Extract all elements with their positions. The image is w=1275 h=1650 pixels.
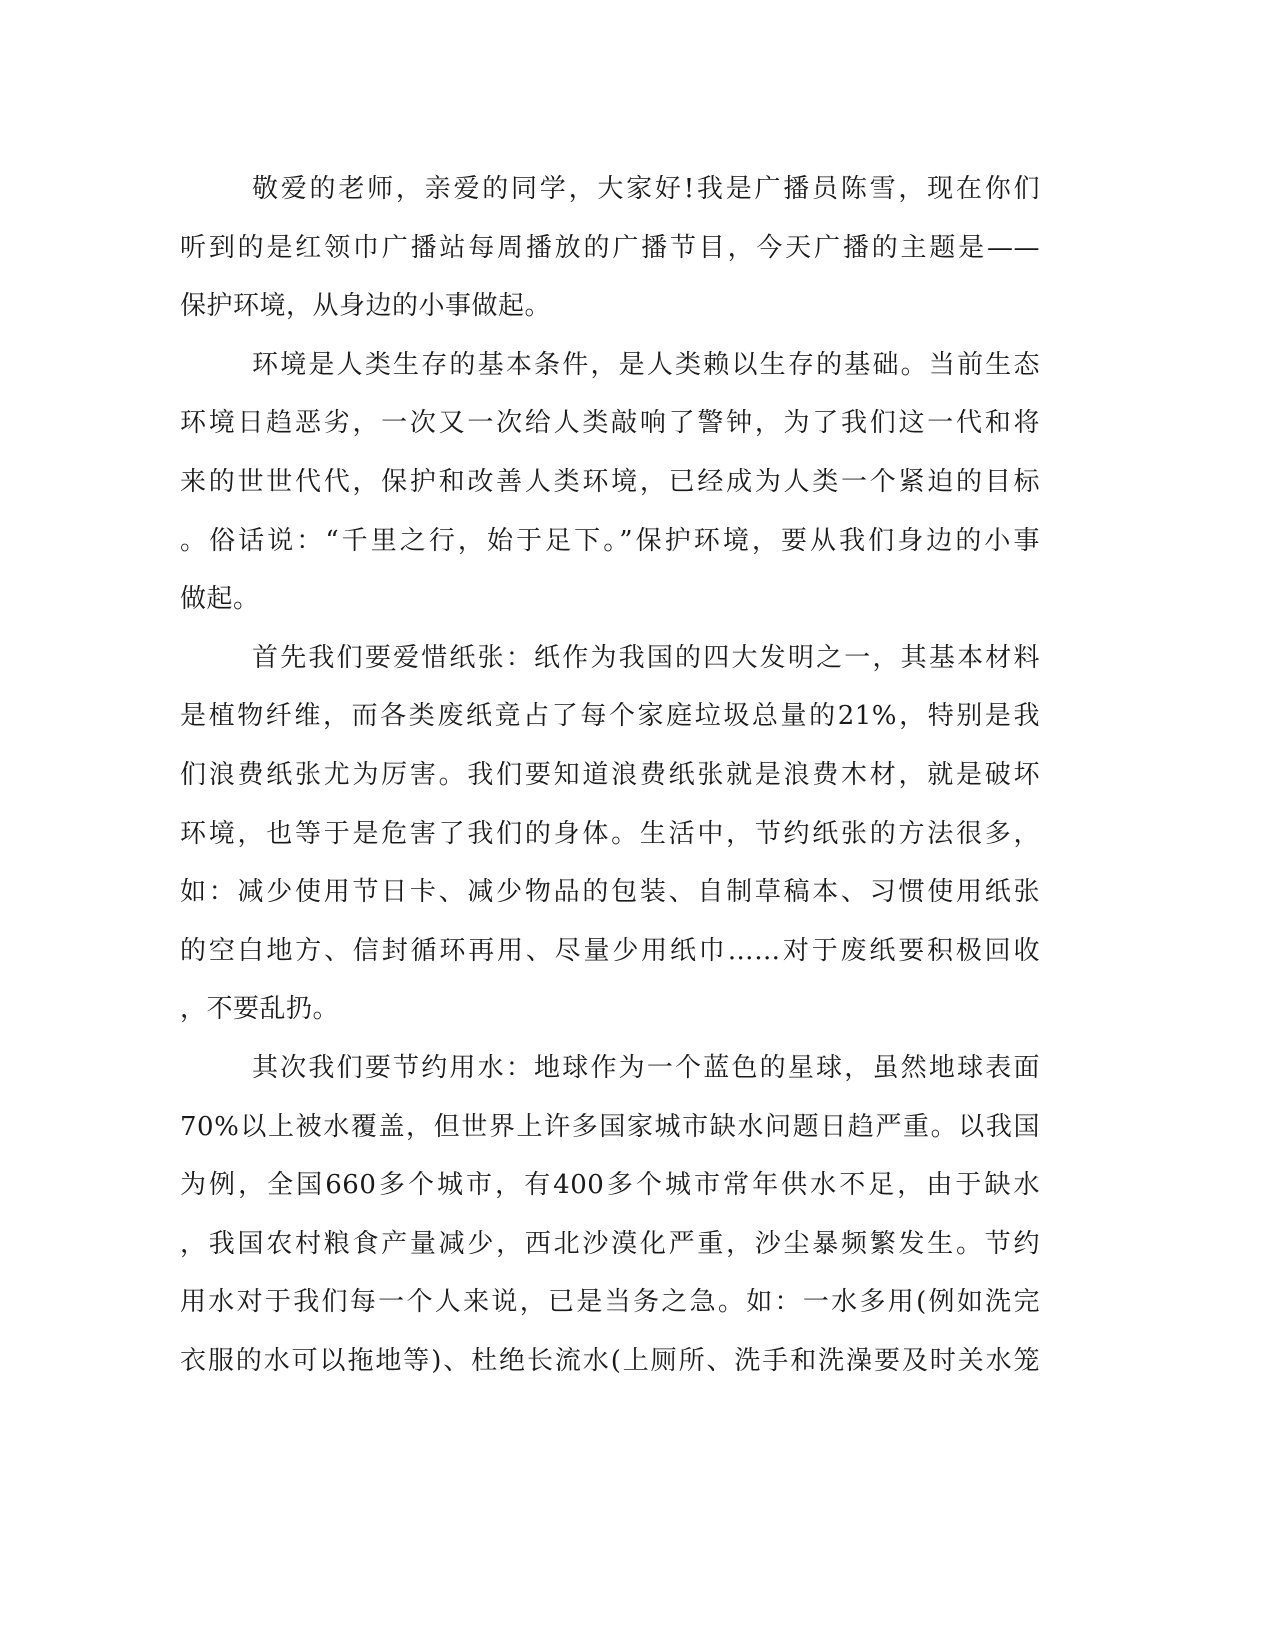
paragraph-2-line-5: 做起。 (180, 584, 260, 615)
paragraph-2-line-4: 。俗话说：“千里之行，始于足下。”保护环境，要从我们身边的小事 (180, 525, 1040, 556)
paragraph-3-line-4: 环境，也等于是危害了我们的身体。生活中，节约纸张的方法很多， (180, 818, 1040, 849)
paragraph-2-line-2: 环境日趋恶劣，一次又一次给人类敲响了警钟，为了我们这一代和将 (180, 408, 1040, 439)
paragraph-2-line-3: 来的世世代代，保护和改善人类环境，已经成为人类一个紧迫的目标 (180, 466, 1040, 497)
paragraph-3-line-3: 们浪费纸张尤为厉害。我们要知道浪费纸张就是浪费木材，就是破坏 (180, 759, 1040, 790)
paragraph-3-line-5: 如：减少使用节日卡、减少物品的包装、自制草稿本、习惯使用纸张 (180, 877, 1040, 908)
paragraph-3-line-2: 是植物纤维，而各类废纸竟占了每个家庭垃圾总量的21%，特别是我 (180, 701, 1040, 732)
paragraph-4-line-6: 衣服的水可以拖地等)、杜绝长流水(上厕所、洗手和洗澡要及时关水笼 (180, 1345, 1040, 1376)
paragraph-1-line-2: 听到的是红领巾广播站每周播放的广播节目，今天广播的主题是—— (180, 232, 1040, 263)
paragraph-3-line-6: 的空白地方、信封循环再用、尽量少用纸巾……对于废纸要积极回收 (180, 935, 1040, 966)
paragraph-4-line-5: 用水对于我们每一个人来说，已是当务之急。如：一水多用(例如洗完 (180, 1287, 1040, 1318)
paragraph-4-line-4: ，我国农村粮食产量减少，西北沙漠化严重，沙尘暴频繁发生。节约 (180, 1228, 1040, 1259)
paragraph-1-line-3: 保护环境，从身边的小事做起。 (180, 291, 552, 322)
document-body (180, 160, 1040, 1390)
paragraph-4-line-3: 为例，全国660多个城市，有400多个城市常年供水不足，由于缺水 (180, 1170, 1040, 1201)
paragraph-1-line-1: 敬爱的老师，亲爱的同学，大家好!我是广播员陈雪，现在你们 (252, 174, 1040, 204)
paragraph-4-line-1: 其次我们要节约用水：地球作为一个蓝色的星球，虽然地球表面 (252, 1052, 1040, 1083)
paragraph-3-line-1: 首先我们要爱惜纸张：纸作为我国的四大发明之一，其基本材料 (252, 642, 1040, 673)
paragraph-2-line-1: 环境是人类生存的基本条件，是人类赖以生存的基础。当前生态 (252, 349, 1040, 380)
paragraph-3-line-7: ，不要乱扔。 (180, 994, 340, 1025)
paragraph-4-line-2: 70%以上被水覆盖，但世界上许多国家城市缺水问题日趋严重。以我国 (180, 1111, 1040, 1142)
